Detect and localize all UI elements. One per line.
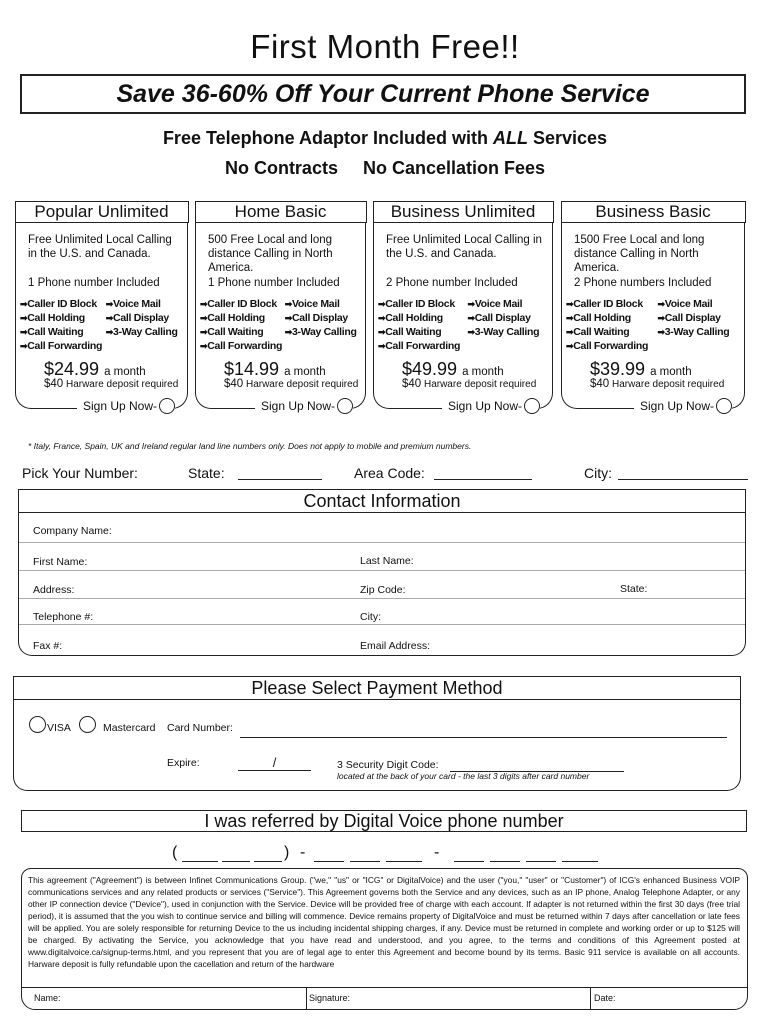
arrow-icon: ➡ xyxy=(657,327,665,337)
arrow-icon: ➡ xyxy=(657,299,665,309)
arrow-icon: ➡ xyxy=(566,313,574,323)
plan-name: Business Unlimited xyxy=(373,201,554,223)
visa-radio[interactable] xyxy=(29,716,46,733)
address-field[interactable]: Address: xyxy=(33,584,75,596)
feature-label: 3-Way Calling xyxy=(113,326,178,338)
plan-deposit xyxy=(224,378,358,390)
security-code-note: located at the back of your card - the last 3 digits after card number xyxy=(337,771,590,781)
deposit-text: Harware deposit required xyxy=(65,379,179,390)
visa-label: VISA xyxy=(47,722,71,734)
feature-item xyxy=(566,311,658,325)
feature-label: Call Forwarding xyxy=(385,340,461,352)
arrow-icon: ➡ xyxy=(200,341,208,351)
sign-up-label: Sign Up Now- xyxy=(639,399,714,413)
deposit-text: Harware deposit required xyxy=(245,379,359,390)
feature-label: Caller ID Block xyxy=(207,298,277,310)
expire-input[interactable]: / xyxy=(238,755,311,771)
feature-item xyxy=(20,325,106,339)
arrow-icon: ➡ xyxy=(467,313,475,323)
contact-info-box xyxy=(18,513,746,656)
payment-title: Please Select Payment Method xyxy=(13,676,741,700)
feature-label: 3-Way Calling xyxy=(664,326,730,338)
feature-label: Call Display xyxy=(113,312,169,324)
feature-label: Caller ID Block xyxy=(385,298,455,310)
fax-field[interactable]: Fax #: xyxy=(33,640,63,652)
arrow-icon: ➡ xyxy=(378,313,386,323)
adaptor-text: Free Telephone Adaptor Included with xyxy=(162,128,493,148)
feature-label: Voice Mail xyxy=(664,298,713,310)
plan-phones-included: 2 Phone numbers Included xyxy=(574,277,712,289)
feature-label: Call Waiting xyxy=(385,326,442,338)
sign-up-now-button[interactable] xyxy=(442,398,540,414)
arrow-icon: ➡ xyxy=(378,327,386,337)
feature-label: Call Forwarding xyxy=(207,340,283,352)
feature-label: Call Waiting xyxy=(573,326,630,338)
feature-item xyxy=(378,311,467,325)
sign-up-label: Sign Up Now- xyxy=(82,399,157,413)
deposit-text: Harware deposit required xyxy=(611,379,725,390)
feature-item xyxy=(285,297,363,311)
expire-label: Expire: xyxy=(167,757,200,769)
feature-item xyxy=(566,297,658,311)
feature-label: Call Display xyxy=(664,312,721,324)
state-label: State: xyxy=(188,465,225,481)
arrow-icon: ➡ xyxy=(20,313,28,323)
feature-item xyxy=(200,325,285,339)
contact-info-title: Contact Information xyxy=(18,489,746,513)
date-field[interactable]: Date: xyxy=(594,993,616,1003)
arrow-icon: ➡ xyxy=(566,341,574,351)
arrow-icon: ➡ xyxy=(20,341,28,351)
card-number-input[interactable] xyxy=(240,722,727,738)
plan-phones-included: 1 Phone number Included xyxy=(208,277,340,289)
feature-item xyxy=(566,339,742,353)
arrow-icon: ➡ xyxy=(378,299,386,309)
plan-name: Home Basic xyxy=(195,201,367,223)
sign-up-label: Sign Up Now- xyxy=(447,399,522,413)
plan-price-value: $39.99 xyxy=(590,359,646,379)
feature-item xyxy=(285,325,363,339)
arrow-icon: ➡ xyxy=(105,327,114,337)
feature-item xyxy=(658,311,742,325)
feature-item xyxy=(658,325,742,339)
last-name-field[interactable]: Last Name: xyxy=(360,555,414,567)
plan-price-period: a month xyxy=(284,366,326,378)
feature-label: Caller ID Block xyxy=(27,298,97,310)
feature-item xyxy=(200,297,285,311)
arrow-icon: ➡ xyxy=(657,313,665,323)
arrow-icon: ➡ xyxy=(105,313,114,323)
signature-field[interactable]: Signature: xyxy=(309,993,351,1003)
feature-item xyxy=(378,339,550,353)
plan-price xyxy=(224,359,326,380)
feature-item xyxy=(467,311,550,325)
feature-label: Call Waiting xyxy=(27,326,84,338)
no-contracts-text: No Contracts xyxy=(224,158,338,178)
feature-item xyxy=(20,311,106,325)
deposit-amount: $40 xyxy=(590,378,610,390)
feature-label: Call Display xyxy=(474,312,531,324)
feature-item xyxy=(200,311,285,325)
adaptor-heading xyxy=(0,128,770,149)
feature-label: Caller ID Block xyxy=(573,298,643,310)
feature-label: Call Holding xyxy=(27,312,85,324)
promo-banner: Save 36-60% Off Your Current Phone Service xyxy=(20,74,746,114)
arrow-icon: ➡ xyxy=(105,299,114,309)
area-code-label: Area Code: xyxy=(354,465,425,481)
state-input[interactable] xyxy=(238,479,322,480)
email-field[interactable]: Email Address: xyxy=(360,640,431,652)
feature-item xyxy=(20,297,106,311)
plan-phones-included: 2 Phone number Included xyxy=(386,277,518,289)
agreement-text: This agreement ("Agreement") is between Infinet Communications Group. ("we," "us" or "ICG" or DigitalVoice) and the user ("you," "user" or "Customer") of ICG's enhanced Business VOIP communications services and any related products or services ("Service"). This Agreement governs both the Service and any devices, such as an IP phone, Analog Telephone Adapter, or any other IP connection device ("Device"), used in conjunction with the Service. Device will be provided free of charge with each account. If adapter is not returned within the first 30 days (free trial period), it is assumed that the you wish to continue service and billing will commence. Device remains property of DigitalVoice and must be returned within 7 days after cancellation or late fees will be applied. You are solely responsible for returning Device to the us including incidental shipping charges, if any. Device must be returned in complete and working order or up to $125 will be charged. By activating the Service, you acknowledge that you have read and understood, and you agree, to the terms and conditions of this Agreement posted at www.digitalvoice.ca/signup-terms.html, and you represent that you are of legal age to enter this Agreement and become bound by its terms. Basic 911 service is available on all accounts. Harware deposit is fully refundable upon the cacellation and return of the hardware xyxy=(28,875,740,969)
arrow-icon: ➡ xyxy=(20,299,28,309)
feature-item xyxy=(106,297,185,311)
feature-item xyxy=(378,297,467,311)
arrow-icon: ➡ xyxy=(200,327,208,337)
sign-up-label: Sign Up Now- xyxy=(260,399,335,413)
security-code-input[interactable] xyxy=(450,756,624,772)
feature-item xyxy=(467,325,550,339)
name-signature-field[interactable]: Name: xyxy=(34,993,61,1003)
sign-up-radio[interactable] xyxy=(524,398,540,414)
referral-close-paren: ) xyxy=(284,844,290,861)
plan-card-0 xyxy=(15,201,188,413)
adaptor-suffix: Services xyxy=(527,128,608,148)
feature-label: Call Forwarding xyxy=(27,340,103,352)
adaptor-emphasis: ALL xyxy=(492,128,528,148)
plan-description: 500 Free Local and long distance Calling in North America. xyxy=(208,234,333,274)
sign-up-now-button[interactable] xyxy=(255,398,353,414)
sign-up-radio[interactable] xyxy=(716,398,732,414)
plan-price xyxy=(402,359,504,380)
mastercard-label: Mastercard xyxy=(103,722,156,734)
first-name-field[interactable]: First Name: xyxy=(33,556,88,568)
plan-description: 1500 Free Local and long distance Calling in North America. xyxy=(574,234,705,274)
plan-name: Popular Unlimited xyxy=(15,201,189,223)
pick-number-label: Pick Your Number: xyxy=(22,465,138,481)
feature-item xyxy=(200,339,363,353)
company-name-field[interactable]: Company Name: xyxy=(33,525,112,537)
feature-item xyxy=(106,311,185,325)
referral-dash-2: - xyxy=(434,844,440,861)
referral-open-paren: ( xyxy=(172,844,178,861)
sign-up-radio[interactable] xyxy=(337,398,353,414)
arrow-icon: ➡ xyxy=(378,341,386,351)
referral-phone-input[interactable] xyxy=(172,844,612,864)
arrow-icon: ➡ xyxy=(467,299,475,309)
mastercard-radio[interactable] xyxy=(79,716,96,733)
zip-code-field[interactable]: Zip Code: xyxy=(360,584,406,596)
feature-item xyxy=(467,297,550,311)
footnote: * Italy, France, Spain, UK and Ireland regular land line numbers only. Does not apply to mobile and premium numbers. xyxy=(28,441,472,451)
plan-card-1 xyxy=(195,201,366,413)
arrow-icon: ➡ xyxy=(284,299,292,309)
feature-item xyxy=(285,311,363,325)
city-input[interactable] xyxy=(618,479,748,480)
state-field[interactable]: State: xyxy=(620,583,648,595)
plan-price-value: $49.99 xyxy=(402,359,458,379)
security-code-label: 3 Security Digit Code: xyxy=(337,759,439,771)
feature-label: Call Holding xyxy=(207,312,265,324)
feature-label: Voice Mail xyxy=(113,298,161,310)
plan-price-period: a month xyxy=(650,366,692,378)
deposit-amount: $40 xyxy=(44,378,64,390)
feature-label: Voice Mail xyxy=(292,298,340,310)
plan-price-value: $24.99 xyxy=(44,359,100,379)
plan-deposit xyxy=(590,378,724,390)
feature-item xyxy=(566,325,658,339)
city-label: City: xyxy=(584,465,612,481)
feature-label: Call Display xyxy=(292,312,348,324)
plan-name: Business Basic xyxy=(561,201,746,223)
feature-label: 3-Way Calling xyxy=(292,326,357,338)
plan-features xyxy=(566,297,742,353)
payment-box xyxy=(13,700,741,791)
plan-price xyxy=(44,359,146,380)
feature-label: Call Holding xyxy=(573,312,631,324)
sign-up-now-button[interactable] xyxy=(77,398,175,414)
feature-label: Call Forwarding xyxy=(573,340,649,352)
feature-label: Voice Mail xyxy=(474,298,523,310)
arrow-icon: ➡ xyxy=(200,299,208,309)
feature-label: Call Waiting xyxy=(207,326,264,338)
plan-price-period: a month xyxy=(462,366,504,378)
feature-item xyxy=(378,325,467,339)
referral-dash-1: - xyxy=(300,844,306,861)
arrow-icon: ➡ xyxy=(467,327,475,337)
deposit-amount: $40 xyxy=(402,378,422,390)
arrow-icon: ➡ xyxy=(566,299,574,309)
feature-item xyxy=(658,297,742,311)
feature-label: 3-Way Calling xyxy=(474,326,540,338)
plan-features xyxy=(200,297,363,353)
plan-card-2 xyxy=(373,201,553,413)
no-contract-heading xyxy=(0,158,770,179)
deposit-text: Harware deposit required xyxy=(423,379,537,390)
plan-price-value: $14.99 xyxy=(224,359,280,379)
referral-title: I was referred by Digital Voice phone number xyxy=(21,810,747,832)
sign-up-radio[interactable] xyxy=(159,398,175,414)
arrow-icon: ➡ xyxy=(284,313,292,323)
arrow-icon: ➡ xyxy=(284,327,292,337)
plan-features xyxy=(20,297,185,353)
arrow-icon: ➡ xyxy=(20,327,28,337)
arrow-icon: ➡ xyxy=(566,327,574,337)
plan-deposit xyxy=(402,378,536,390)
plan-card-3 xyxy=(561,201,745,413)
city-field[interactable]: City: xyxy=(360,611,381,623)
arrow-icon: ➡ xyxy=(200,313,208,323)
plan-description: Free Unlimited Local Calling in the U.S. and Canada. xyxy=(28,234,172,260)
plan-phones-included: 1 Phone number Included xyxy=(28,277,160,289)
feature-label: Call Holding xyxy=(385,312,443,324)
plan-features xyxy=(378,297,550,353)
plan-price xyxy=(590,359,692,380)
feature-item xyxy=(106,325,185,339)
card-number-label: Card Number: xyxy=(167,722,233,734)
plan-price-period: a month xyxy=(104,366,146,378)
agreement-box xyxy=(21,868,748,1010)
no-cancel-fees-text: No Cancellation Fees xyxy=(362,158,546,178)
area-code-input[interactable] xyxy=(434,479,532,480)
sign-up-now-button[interactable] xyxy=(634,398,732,414)
plan-description: Free Unlimited Local Calling in the U.S. and Canada. xyxy=(386,234,542,260)
feature-item xyxy=(20,339,185,353)
telephone-field[interactable]: Telephone #: xyxy=(33,611,94,623)
deposit-amount: $40 xyxy=(224,378,244,390)
page-title: First Month Free!! xyxy=(250,28,520,65)
plan-deposit xyxy=(44,378,178,390)
